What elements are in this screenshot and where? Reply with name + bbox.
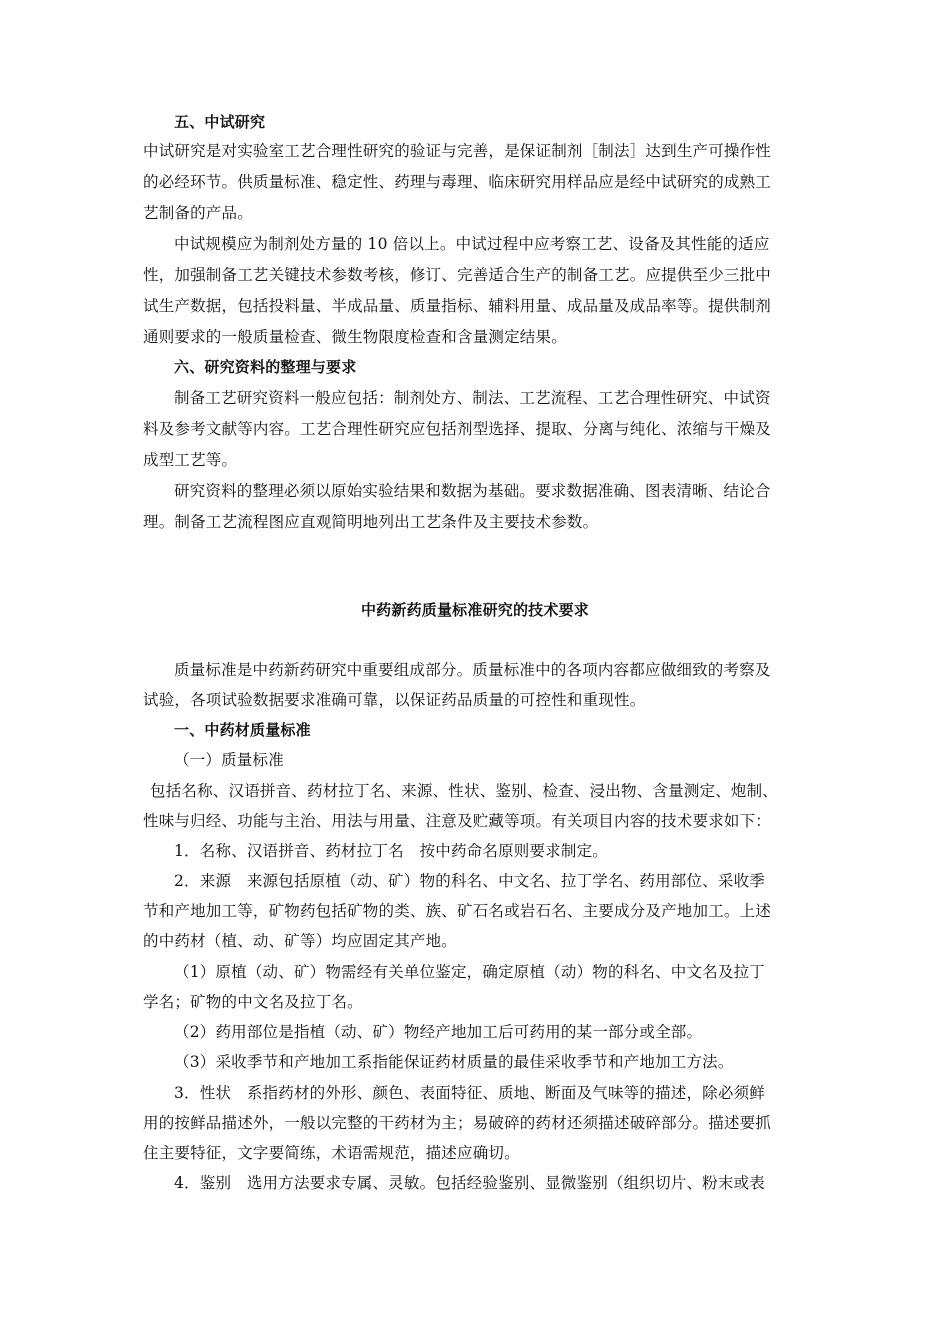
paragraph-line: 用的按鲜品描述外，一般以完整的干药材为主；易破碎的药材还须描述破碎部分。描述要抓 (143, 1114, 772, 1132)
paragraph-line: 性，加强制备工艺关键技术参数考核，修订、完善适合生产的制备工艺。应提供至少三批中 (143, 266, 772, 284)
list-item: 4．鉴别 选用方法要求专属、灵敏。包括经验鉴别、显微鉴别（组织切片、粉末或表 (174, 1174, 765, 1192)
paragraph-line: 制备工艺研究资料一般应包括：制剂处方、制法、工艺流程、工艺合理性研究、中试资 (174, 389, 771, 407)
paragraph-line: 性味与归经、功能与主治、用法与用量、注意及贮藏等项。有关项目内容的技术要求如下： (143, 812, 772, 830)
list-item: （3）采收季节和产地加工系指能保证药材质量的最佳采收季节和产地加工方法。 (174, 1053, 734, 1071)
paragraph-line: 节和产地加工等，矿物药包括矿物的类、族、矿石名或岩石名、主要成分及产地加工。上述 (143, 902, 772, 920)
list-item: （2）药用部位是指植（动、矿）物经产地加工后可药用的某一部分或全部。 (174, 1023, 703, 1041)
paragraph-line: 包括名称、汉语拼音、药材拉丁名、来源、性状、鉴别、检查、浸出物、含量测定、炮制、 (150, 782, 779, 800)
paragraph-line: 理。制备工艺流程图应直观简明地列出工艺条件及主要技术参数。 (143, 513, 599, 531)
paragraph-line: 质量标准是中药新药研究中重要组成部分。质量标准中的各项内容都应做细致的考察及 (174, 661, 771, 679)
paragraph-line: 试生产数据，包括投料量、半成品量、质量指标、辅料用量、成品量及成品率等。提供制剂 (143, 297, 772, 315)
paragraph-line: 中试研究是对实验室工艺合理性研究的验证与完善，是保证制剂［制法］达到生产可操作性 (143, 142, 772, 160)
paragraph-line: 的必经环节。供质量标准、稳定性、药理与毒理、临床研究用样品应是经中试研究的成熟工 (143, 173, 772, 191)
section-heading-herb-quality-standard: 一、中药材质量标准 (174, 721, 311, 739)
paragraph-line: 成型工艺等。 (143, 451, 238, 469)
paragraph-line: 料及参考文献等内容。工艺合理性研究应包括剂型选择、提取、分离与纯化、浓缩与干燥及 (143, 420, 772, 438)
subsection-heading: （一）质量标准 (174, 751, 284, 769)
paragraph-line: 艺制备的产品。 (143, 204, 253, 222)
document-title: 中药新药质量标准研究的技术要求 (360, 601, 589, 619)
paragraph-line: 学名；矿物的中文名及拉丁名。 (143, 993, 363, 1011)
list-item: 1．名称、汉语拼音、药材拉丁名 按中药命名原则要求制定。 (174, 842, 608, 860)
paragraph-line: 住主要特征，文字要简练，术语需规范，描述应确切。 (143, 1144, 520, 1162)
paragraph-line: 中试规模应为制剂处方量的 10 倍以上。中试过程中应考察工艺、设备及其性能的适应 (174, 235, 770, 253)
paragraph-line: 通则要求的一般质量检查、微生物限度检查和含量测定结果。 (143, 328, 567, 346)
list-item: 2．来源 来源包括原植（动、矿）物的科名、中文名、拉丁学名、药用部位、采收季 (174, 872, 765, 890)
section-heading-data-organization: 六、研究资料的整理与要求 (174, 358, 357, 376)
list-item: （1）原植（动、矿）物需经有关单位鉴定，确定原植（动）物的科名、中文名及拉丁 (174, 963, 765, 981)
section-heading-pilot-study: 五、中试研究 (174, 113, 266, 131)
list-item: 3．性状 系指药材的外形、颜色、表面特征、质地、断面及气味等的描述，除必须鲜 (174, 1084, 765, 1102)
paragraph-line: 的中药材（植、动、矿等）均应固定其产地。 (143, 932, 458, 950)
paragraph-line: 试验，各项试验数据要求准确可靠，以保证药品质量的可控性和重现性。 (143, 691, 646, 709)
paragraph-line: 研究资料的整理必须以原始实验结果和数据为基础。要求数据准确、图表清晰、结论合 (174, 482, 771, 500)
